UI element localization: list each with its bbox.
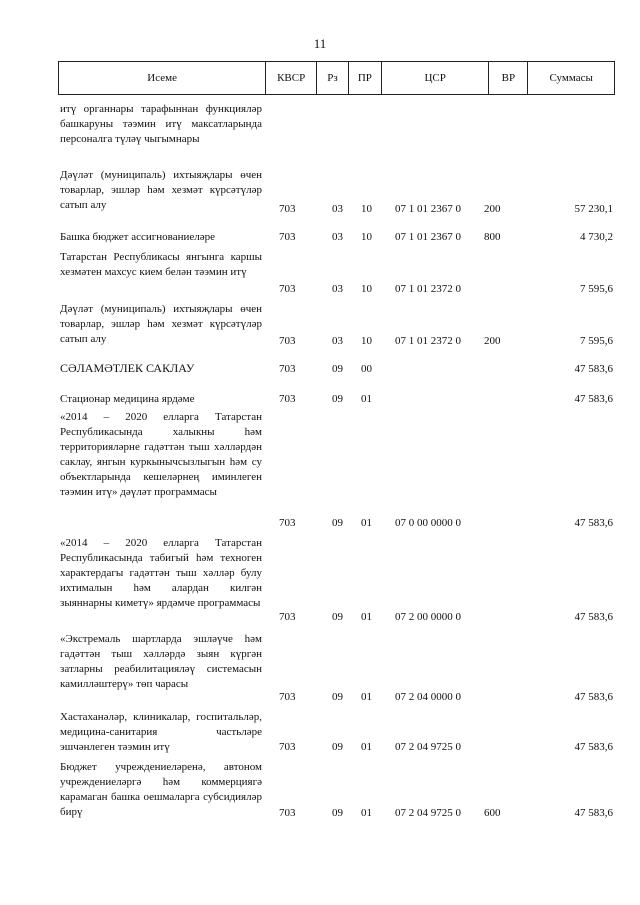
row-rz: 09 (332, 691, 343, 703)
row-csr: 07 2 04 0000 0 (395, 691, 461, 703)
row-csr: 07 1 01 2367 0 (395, 231, 461, 243)
row-rz: 03 (332, 231, 343, 243)
row-csr: 07 1 01 2367 0 (395, 203, 461, 215)
row-rz: 09 (332, 611, 343, 623)
row-pr: 01 (361, 691, 372, 703)
table-row (58, 168, 615, 218)
row-csr: 07 0 00 0000 0 (395, 517, 461, 529)
header-sum: Суммасы (549, 72, 593, 84)
row-vr: 200 (484, 203, 501, 215)
row-vr: 800 (484, 231, 501, 243)
row-name: СӘЛАМӘТЛЕК САКЛАУ (60, 361, 195, 375)
row-pr: 01 (361, 611, 372, 623)
row-pr: 00 (361, 363, 372, 375)
row-sum: 47 583,6 (574, 393, 613, 405)
row-name: Хастаханәләр, клиникалар, госпитальләр, медицина-санитария частьләре эшчәнлеген тәэмин итү (60, 711, 262, 753)
row-rz: 03 (332, 283, 343, 295)
row-sum: 47 583,6 (574, 363, 613, 375)
header-pr: ПР (349, 62, 382, 94)
page-number: 11 (313, 36, 327, 51)
row-sum: 47 583,6 (574, 741, 613, 753)
row-kvsr: 703 (279, 517, 296, 529)
row-pr: 01 (361, 807, 372, 819)
row-csr: 07 2 00 0000 0 (395, 611, 461, 623)
row-rz: 09 (332, 807, 343, 819)
row-name: Дәүләт (муниципаль) ихтыяҗлары өчен товарлар, эшләр һәм хезмәт күрсәтүләр сатып алу (60, 169, 262, 211)
row-name: Дәүләт (муниципаль) ихтыяҗлары өчен товарлар, эшләр һәм хезмәт күрсәтүләр сатып алу (60, 303, 262, 345)
row-pr: 10 (361, 283, 372, 295)
table-row (58, 536, 615, 626)
header-csr: ЦСР (382, 62, 490, 94)
row-pr: 01 (361, 393, 372, 405)
row-name: Башка бюджет ассигнованиеләре (60, 231, 215, 243)
row-csr: 07 1 01 2372 0 (395, 335, 461, 347)
table-row (58, 302, 615, 350)
row-vr: 200 (484, 335, 501, 347)
row-csr: 07 1 01 2372 0 (395, 283, 461, 295)
row-kvsr: 703 (279, 741, 296, 753)
row-kvsr: 703 (279, 335, 296, 347)
row-name: «Экстремаль шартларда эшләүче һәм гадәттән тыш хәлләрдә зыян күргән затларны реабилитацияләү системасын камилләштерү» төп чарасы (60, 633, 262, 690)
row-pr: 01 (361, 741, 372, 753)
row-name: «2014 – 2020 елларга Татарстан Республикасында халыкны һәм территорияләрне гадәттән тыш хәлләрдән саклау, янгын куркынычсызлыгын һәм су объектларында кешеләрнең иминлеген тәэмин итү» дәүләт программасы (60, 411, 262, 498)
row-sum: 47 583,6 (574, 517, 613, 529)
row-sum: 57 230,1 (574, 203, 613, 215)
table-row (58, 362, 615, 378)
row-sum: 4 730,2 (580, 231, 613, 243)
row-rz: 09 (332, 517, 343, 529)
row-pr: 10 (361, 231, 372, 243)
header-kvsr: КВСР (266, 62, 317, 94)
row-sum: 47 583,6 (574, 807, 613, 819)
table-row (58, 230, 615, 246)
table-row (58, 760, 615, 822)
row-kvsr: 703 (279, 203, 296, 215)
row-kvsr: 703 (279, 611, 296, 623)
row-kvsr: 703 (279, 393, 296, 405)
table-row (58, 632, 615, 706)
row-sum: 47 583,6 (574, 691, 613, 703)
row-name: Стационар медицина ярдәме (60, 393, 195, 405)
row-rz: 03 (332, 203, 343, 215)
row-sum: 7 595,6 (580, 335, 613, 347)
row-kvsr: 703 (279, 283, 296, 295)
row-sum: 7 595,6 (580, 283, 613, 295)
row-kvsr: 703 (279, 691, 296, 703)
header-rz: Рз (317, 62, 349, 94)
table-row (58, 102, 615, 162)
row-name: Татарстан Республикасы янгынга каршы хезмәтен махсус кием белән тәэмин итү (60, 251, 262, 278)
table-row (58, 250, 615, 298)
row-pr: 01 (361, 517, 372, 529)
row-kvsr: 703 (279, 807, 296, 819)
row-csr: 07 2 04 9725 0 (395, 741, 461, 753)
row-pr: 10 (361, 335, 372, 347)
table-row (58, 392, 615, 408)
row-kvsr: 703 (279, 363, 296, 375)
row-sum: 47 583,6 (574, 611, 613, 623)
row-rz: 09 (332, 741, 343, 753)
row-csr: 07 2 04 9725 0 (395, 807, 461, 819)
header-vr: ВР (489, 62, 528, 94)
row-rz: 09 (332, 363, 343, 375)
row-name: итү органнары тарафыннан функцияләр башкаруны тәэмин итү максатларында персоналга түләү чыгымнары (60, 103, 262, 145)
row-rz: 03 (332, 335, 343, 347)
row-vr: 600 (484, 807, 501, 819)
table-row (58, 710, 615, 756)
row-kvsr: 703 (279, 231, 296, 243)
row-name: Бюджет учреждениеләренә, автоном учреждениеләргә һәм коммерциягә карамаган башка оешмаларга субсидияләр бирү (60, 761, 262, 818)
row-rz: 09 (332, 393, 343, 405)
table-header (58, 61, 615, 95)
row-name: «2014 – 2020 елларга Татарстан Республикасында табигый һәм техноген характердагы гадәттән тыш хәлләр булу ихтималын һәм алардан килгән зыяннарны киметү» ярдәмче программасы (60, 537, 262, 609)
row-pr: 10 (361, 203, 372, 215)
table-row (58, 410, 615, 532)
header-name: Исеме (59, 62, 266, 94)
